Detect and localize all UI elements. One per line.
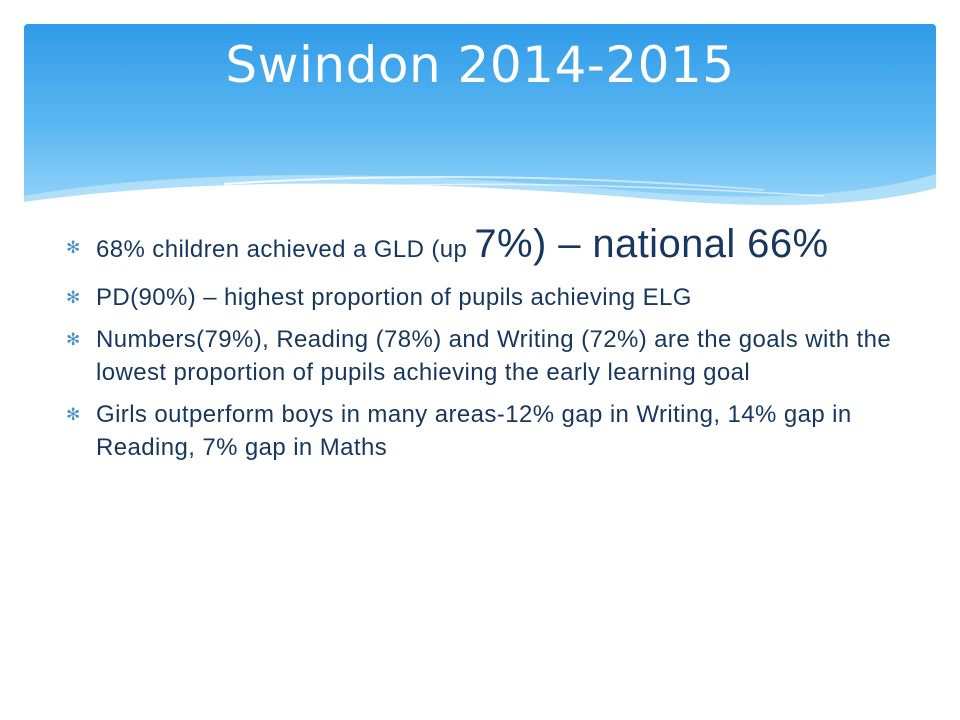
asterisk-bullet-icon: ✻	[66, 405, 81, 424]
asterisk-bullet-icon: ✻	[66, 238, 81, 257]
slide-title: Swindon 2014-2015	[225, 36, 735, 94]
bullet-text-large: 7%) – national 66%	[474, 222, 829, 266]
bullet-item	[66, 281, 906, 314]
bullet-item	[66, 398, 906, 464]
asterisk-bullet-icon: ✻	[66, 330, 81, 349]
bullet-item	[66, 222, 906, 272]
asterisk-bullet-icon: ✻	[66, 288, 81, 307]
bullet-text: Girls outperform boys in many areas-12% gap in Writing, 14% gap in Reading, 7% gap in Maths	[96, 401, 852, 461]
bullet-text: PD(90%) – highest proportion of pupils achieving ELG	[96, 284, 692, 311]
bullet-text: Numbers(79%), Reading (78%) and Writing (72%) are the goals with the lowest proportion of pupils achieving the early learning goal	[96, 326, 892, 386]
bullet-list	[66, 222, 906, 473]
bullet-text-small: 68% children achieved a GLD (up	[96, 236, 475, 263]
bullet-item	[66, 323, 906, 389]
